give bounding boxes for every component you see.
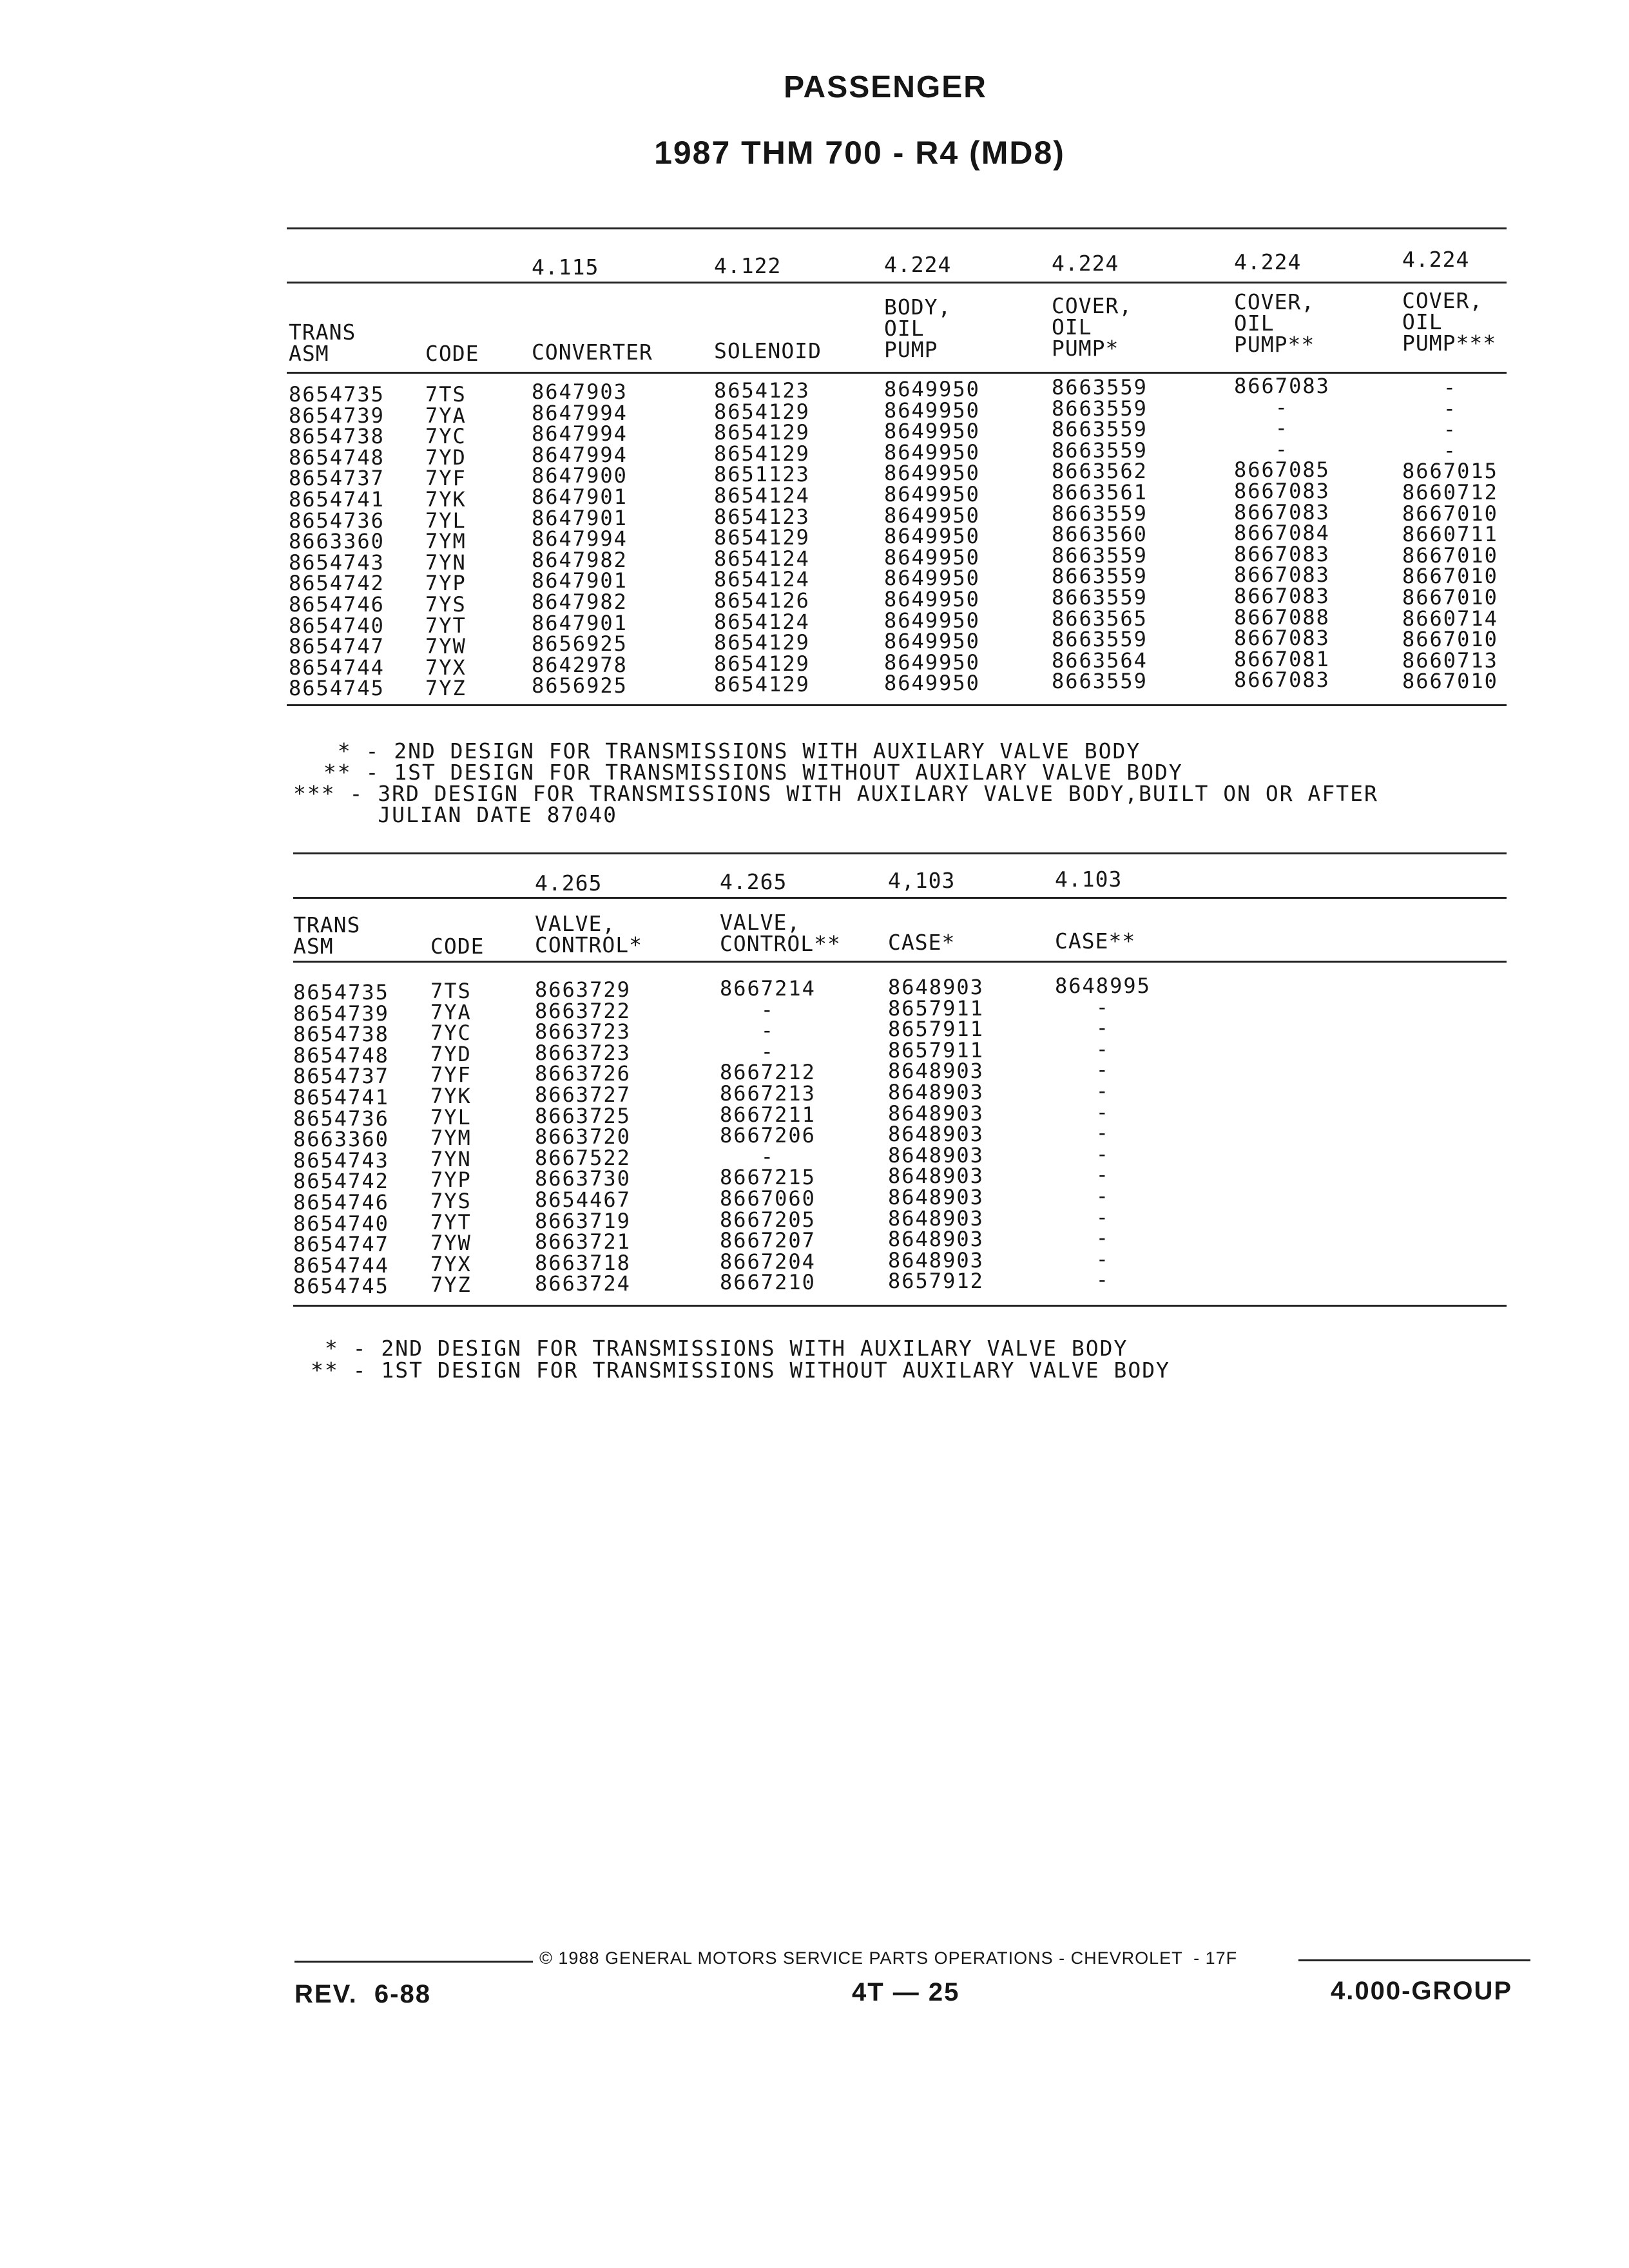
table-cell: 8648903 (888, 975, 984, 999)
table-cell: 8649950 (884, 524, 980, 549)
table-cell: 8654744 (293, 1253, 389, 1278)
column-header: SOLENOID (714, 338, 822, 363)
table-cell: 8649950 (884, 503, 980, 528)
table-cell: 8647901 (532, 505, 628, 530)
column-header: PUMP** (1234, 332, 1315, 357)
table-cell: 8667060 (720, 1186, 816, 1211)
table-cell: 7YA (425, 403, 467, 428)
group-label: 4.000-GROUP (1331, 1977, 1513, 2005)
table-cell: 8663559 (1052, 437, 1148, 463)
table-cell: 7YN (425, 550, 467, 575)
table2-bottom-rule (293, 1305, 1507, 1307)
table-cell: 8648995 (1055, 974, 1151, 998)
table-cell: 8649950 (884, 566, 980, 591)
table-cell: 8663730 (535, 1166, 631, 1191)
table-cell: 8667205 (720, 1207, 816, 1232)
table2-top-rule (293, 852, 1507, 854)
table-cell: 8654124 (714, 546, 810, 571)
table-cell: 8647901 (532, 610, 628, 635)
table-cell: 8649950 (884, 586, 980, 611)
footnote: ** - 1ST DESIGN FOR TRANSMISSIONS WITHOUT AUXILARY VALVE BODY (311, 1358, 1170, 1383)
table-cell: 7YZ (430, 1273, 472, 1298)
table-cell: 8663564 (1052, 648, 1148, 673)
table-cell: 8663559 (1052, 396, 1148, 421)
table-cell: - (1055, 1183, 1110, 1208)
section-reference: 4,103 (888, 868, 956, 893)
table-cell: 8654124 (714, 567, 810, 592)
table-cell: 8663727 (535, 1082, 631, 1107)
table-cell: 8663729 (535, 977, 631, 1002)
table-cell: 8663559 (1052, 584, 1148, 610)
table-cell: 7YC (430, 1021, 472, 1046)
table-cell: 7YF (425, 466, 467, 491)
table-cell: 8648903 (888, 1227, 984, 1252)
table-cell: 8648903 (888, 1100, 984, 1126)
table-cell: - (1055, 1225, 1110, 1251)
table-cell: 8667083 (1234, 668, 1330, 693)
section-reference: 4.224 (884, 252, 952, 277)
table-cell: 8648903 (888, 1164, 984, 1189)
table-cell: 8667204 (720, 1249, 816, 1274)
table-cell: 7YX (425, 655, 467, 680)
table-cell: 8649950 (884, 439, 980, 465)
table-column (535, 979, 631, 1294)
table-cell: 8654123 (714, 378, 810, 403)
column-header: OIL (884, 316, 925, 341)
table-cell: 7YK (425, 486, 467, 512)
table-cell: 8663723 (535, 1019, 631, 1044)
table-cell: 8654123 (714, 504, 810, 529)
table-cell: 8663721 (535, 1229, 631, 1254)
table-cell: 8663559 (1052, 627, 1148, 652)
table-cell: 8663559 (1052, 375, 1148, 399)
table-cell: 8654741 (293, 1084, 389, 1110)
table-cell: 8663561 (1052, 479, 1148, 505)
table-cell: 8663559 (1052, 501, 1148, 526)
table-cell: 8648903 (888, 1247, 984, 1273)
column-header: TRANS (289, 320, 356, 345)
table-cell: 8654124 (714, 483, 810, 508)
section-reference: 4.224 (1052, 251, 1119, 276)
table-cell: 8657912 (888, 1269, 984, 1294)
table-cell: 8647994 (532, 526, 628, 552)
table-cell: 8654741 (289, 486, 385, 512)
table1-top-rule (287, 227, 1507, 229)
table-cell: 7YS (430, 1188, 472, 1213)
column-header: VALVE, (535, 911, 616, 936)
table-cell: 8654735 (289, 382, 385, 407)
table-cell: 8648903 (888, 1184, 984, 1209)
table-cell: 8663718 (535, 1250, 631, 1275)
table-cell: 8667083 (1234, 583, 1330, 608)
table-cell: - (1402, 437, 1458, 463)
table-cell: 7YZ (425, 676, 467, 701)
column-header: CASE* (888, 930, 956, 955)
table-column (1234, 376, 1330, 691)
table-cell: 8663720 (535, 1124, 631, 1149)
column-header: CASE** (1055, 928, 1136, 954)
column-header: OIL (1402, 309, 1443, 334)
table-cell: 8663360 (293, 1127, 389, 1152)
table1-ref-rule (287, 282, 1507, 284)
table-cell: 7TS (425, 382, 467, 407)
footnote: ** - 1ST DESIGN FOR TRANSMISSIONS WITHOUT AUXILARY VALVE BODY (309, 760, 1183, 785)
page-number: 4T — 25 (852, 1978, 960, 2006)
table-cell: 8667010 (1402, 669, 1498, 694)
table-cell: - (1055, 1036, 1110, 1061)
table-cell: 7YT (425, 613, 467, 638)
footer-rule-left (294, 1961, 533, 1963)
table-cell: 8654742 (289, 571, 385, 596)
table-cell: 8654745 (289, 676, 385, 701)
table-cell: 8654742 (293, 1169, 389, 1194)
table-column (888, 977, 984, 1292)
table-cell: 8649950 (884, 419, 980, 444)
table-cell: 8660713 (1402, 648, 1498, 673)
table-cell: - (1234, 436, 1289, 461)
table-cell: 8667083 (1234, 562, 1330, 588)
table-column (293, 982, 389, 1297)
table-cell: - (1055, 1246, 1110, 1271)
table-cell: 8660714 (1402, 606, 1498, 631)
table-cell: - (1055, 1267, 1110, 1293)
table-cell: 8654737 (289, 466, 385, 491)
table-cell: 8654744 (289, 655, 385, 680)
table-cell: 8647903 (532, 380, 628, 404)
table-cell: 8647900 (532, 463, 628, 488)
table-cell: 8663724 (535, 1271, 631, 1296)
table-cell: 7YF (430, 1062, 472, 1088)
table-cell: 8654740 (293, 1211, 389, 1236)
column-header: OIL (1234, 311, 1275, 336)
table-cell: 7YS (425, 591, 467, 617)
table-cell: - (1055, 1099, 1110, 1124)
table-cell: 8647982 (532, 547, 628, 572)
table-cell: 8654129 (714, 630, 810, 655)
table-cell: 8663723 (535, 1040, 631, 1065)
table-cell: 8663722 (535, 998, 631, 1023)
table-cell: 8667010 (1402, 584, 1498, 610)
table-cell: 8649950 (884, 544, 980, 570)
table2-header-rule (293, 961, 1507, 963)
table-cell: 8657911 (888, 1037, 984, 1062)
column-header: CODE (425, 341, 479, 366)
copyright-notice: © 1988 GENERAL MOTORS SERVICE PARTS OPERATIONS - CHEVROLET - 17F (539, 1948, 1238, 1968)
table-cell: - (720, 1039, 775, 1064)
table-cell: 7YD (425, 445, 467, 470)
table-cell: 8647982 (532, 589, 628, 614)
table-cell: 8649950 (884, 649, 980, 675)
table-cell: 7TS (430, 979, 472, 1003)
table-cell: 8654129 (714, 672, 810, 697)
table-column (430, 981, 472, 1296)
table-cell: 8667211 (720, 1102, 816, 1127)
table-cell: 7YT (430, 1209, 472, 1235)
column-header: COVER, (1234, 289, 1315, 314)
table-cell: 8660711 (1402, 522, 1498, 547)
table-cell: 8667084 (1234, 521, 1330, 546)
table-cell: 8648903 (888, 1142, 984, 1168)
table-cell: 8663726 (535, 1061, 631, 1086)
table-cell: 8654743 (293, 1148, 389, 1173)
section-reference: 4.103 (1055, 867, 1123, 892)
table-cell: - (1234, 416, 1289, 441)
section-reference: 4.224 (1402, 247, 1470, 272)
table-cell: 8649950 (884, 608, 980, 633)
column-header: TRANS (293, 912, 361, 937)
table-cell: 8656925 (532, 673, 628, 698)
table-cell: 7YL (430, 1104, 472, 1129)
column-header: PUMP*** (1402, 331, 1497, 356)
table-cell: 8654736 (289, 508, 385, 533)
table-cell: 8654740 (289, 613, 385, 638)
table-cell: 8648903 (888, 1059, 984, 1084)
table-cell: - (1402, 417, 1458, 442)
section-reference: 4.265 (535, 870, 602, 896)
column-header: BODY, (884, 294, 952, 320)
table-cell: 7YM (430, 1126, 472, 1151)
table-cell: 8667085 (1234, 457, 1330, 483)
table-cell: - (1234, 394, 1289, 419)
table-cell: 8654747 (293, 1232, 389, 1257)
table-cell: 7YD (430, 1041, 472, 1066)
table-cell: 8654736 (293, 1106, 389, 1131)
table-cell: 8654738 (293, 1022, 389, 1047)
table-cell: 8667215 (720, 1165, 816, 1190)
table-cell: 8663559 (1052, 564, 1148, 589)
table-cell: 8647994 (532, 400, 628, 425)
table-cell: 8649950 (884, 481, 980, 506)
table-cell: 8660712 (1402, 479, 1498, 505)
table-cell: 8647901 (532, 568, 628, 593)
table-cell: 8649950 (884, 671, 980, 696)
table-cell: 8654129 (714, 525, 810, 550)
table-column (1055, 975, 1151, 1291)
table-cell: - (1055, 1057, 1110, 1082)
column-header: OIL (1052, 314, 1092, 340)
table-cell: - (720, 997, 775, 1022)
table-cell: 8654129 (714, 441, 810, 466)
table-cell: - (720, 1018, 775, 1043)
table2-ref-rule (293, 897, 1507, 899)
table-cell: 8663559 (1052, 669, 1148, 694)
table-cell: 8667206 (720, 1123, 816, 1148)
table-cell: 8663725 (535, 1103, 631, 1128)
table-cell: 8649950 (884, 629, 980, 654)
page-subtitle: 1987 THM 700 - R4 (MD8) (654, 135, 1065, 171)
column-header: CONTROL** (720, 931, 841, 956)
section-reference: 4.224 (1234, 249, 1302, 274)
table-cell: 7YW (425, 634, 467, 659)
column-header: ASM (293, 934, 334, 959)
table-cell: 8654743 (289, 550, 385, 575)
table-cell: 8654129 (714, 420, 810, 445)
table-column (425, 384, 467, 699)
table-cell: - (1055, 1015, 1110, 1041)
revision-label: REV. 6-88 (294, 1980, 431, 2008)
table-cell: 8663559 (1052, 417, 1148, 442)
column-header: CONTROL* (535, 932, 642, 957)
table-cell: - (1402, 375, 1458, 399)
footnote: * - 2ND DESIGN FOR TRANSMISSIONS WITH AUXILARY VALVE BODY (309, 738, 1141, 764)
table-cell: 8647901 (532, 484, 628, 509)
table-cell: 8663560 (1052, 522, 1148, 547)
table-cell: 7YA (430, 999, 472, 1024)
table-cell: 8654739 (293, 1001, 389, 1026)
table-cell: 7YX (430, 1251, 472, 1276)
table-cell: 8667081 (1234, 646, 1330, 671)
page-title: PASSENGER (784, 70, 987, 104)
table-cell: 7YL (425, 508, 467, 533)
table-cell: 8654746 (289, 591, 385, 617)
table-cell: 8663719 (535, 1208, 631, 1233)
table-cell: 8663562 (1052, 459, 1148, 484)
table-cell: 8649950 (884, 377, 980, 401)
table-cell: 8656925 (532, 631, 628, 657)
footnote: *** - 3RD DESIGN FOR TRANSMISSIONS WITH AUXILARY VALVE BODY,BUILT ON OR AFTER (293, 781, 1378, 806)
table-cell: 8667083 (1234, 499, 1330, 524)
table-cell: 8648903 (888, 1079, 984, 1104)
table-cell: 7YC (425, 424, 467, 449)
column-header: VALVE, (720, 910, 801, 935)
table-cell: 8667010 (1402, 564, 1498, 589)
table-cell: 8667010 (1402, 543, 1498, 568)
table-cell: - (1055, 1141, 1110, 1166)
table-cell: 8654737 (293, 1064, 389, 1089)
column-header: COVER, (1402, 288, 1483, 313)
table-cell: 8667207 (720, 1228, 816, 1253)
table-cell: - (720, 1144, 775, 1169)
table-cell: 8667213 (720, 1081, 816, 1106)
table-cell: 8667010 (1402, 627, 1498, 652)
column-header: CODE (430, 934, 485, 959)
table-cell: 8667088 (1234, 604, 1330, 629)
column-header: PUMP* (1052, 336, 1119, 361)
table-cell: 8667083 (1234, 478, 1330, 503)
table-cell: 8648903 (888, 1122, 984, 1147)
table-cell: 8663565 (1052, 606, 1148, 631)
table-cell: 8651123 (714, 462, 810, 487)
table-cell: 8654129 (714, 651, 810, 676)
column-header: CONVERTER (532, 340, 653, 365)
table-cell: 7YW (430, 1231, 472, 1256)
table-cell: 8648903 (888, 1206, 984, 1231)
table-cell: 8667212 (720, 1060, 816, 1085)
table-cell: 8657911 (888, 1017, 984, 1042)
table-cell: - (1055, 994, 1110, 1019)
table1-bottom-rule (287, 704, 1507, 706)
table-cell: 7YP (425, 571, 467, 596)
table-column (1052, 377, 1148, 692)
table-cell: 8647994 (532, 421, 628, 447)
table-cell: 8667015 (1402, 459, 1498, 484)
table-cell: 8642978 (532, 652, 628, 677)
table-cell: - (1055, 1120, 1110, 1146)
table-cell: 8663360 (289, 529, 385, 554)
table-cell: 8657911 (888, 995, 984, 1021)
table-cell: 8649950 (884, 398, 980, 423)
section-reference: 4.122 (714, 253, 782, 278)
section-reference: 4.265 (720, 869, 787, 894)
table-cell: 8654738 (289, 424, 385, 449)
table-cell: - (1402, 396, 1458, 421)
table-cell: 8667214 (720, 976, 816, 1001)
column-header: PUMP (884, 337, 938, 362)
table-cell: 7YM (425, 529, 467, 554)
table-cell: - (1055, 1204, 1110, 1229)
table-cell: 8667083 (1234, 374, 1330, 398)
table-column (532, 381, 628, 697)
table-cell: 8649950 (884, 461, 980, 486)
table-cell: 8654739 (289, 403, 385, 428)
table-cell: 8654747 (289, 634, 385, 659)
footer-rule-right (1298, 1959, 1530, 1961)
table-cell: 8667083 (1234, 626, 1330, 651)
table-cell: 8654129 (714, 399, 810, 424)
table-cell: - (1055, 1078, 1110, 1103)
table-cell: 8667010 (1402, 501, 1498, 526)
table-cell: 7YP (430, 1168, 472, 1193)
table-cell: 8654748 (289, 445, 385, 470)
table-cell: 8667083 (1234, 541, 1330, 566)
table-cell: 7YK (430, 1083, 472, 1108)
table-cell: 8654746 (293, 1189, 389, 1215)
footnote: * - 2ND DESIGN FOR TRANSMISSIONS WITH AUXILARY VALVE BODY (311, 1336, 1128, 1361)
table-cell: - (1055, 1162, 1110, 1187)
table-cell: 8654745 (293, 1274, 389, 1299)
section-reference: 4.115 (532, 255, 599, 280)
footnote: JULIAN DATE 87040 (293, 802, 617, 827)
table-cell: 8654126 (714, 588, 810, 613)
table-cell: 8654748 (293, 1043, 389, 1068)
table-cell: 8654467 (535, 1187, 631, 1212)
table-column (884, 379, 980, 694)
table-cell: 8667210 (720, 1270, 816, 1295)
table-cell: 8667522 (535, 1145, 631, 1170)
table-column (720, 978, 816, 1293)
table-cell: 8654735 (293, 980, 389, 1004)
table-cell: 8663559 (1052, 543, 1148, 568)
table-column (1402, 377, 1498, 692)
table-column (714, 380, 810, 695)
table-cell: 8647994 (532, 442, 628, 467)
column-header: ASM (289, 341, 329, 366)
table-cell: 8654124 (714, 609, 810, 634)
table-column (289, 384, 385, 699)
column-header: COVER, (1052, 293, 1133, 318)
table-cell: 7YN (430, 1146, 472, 1171)
